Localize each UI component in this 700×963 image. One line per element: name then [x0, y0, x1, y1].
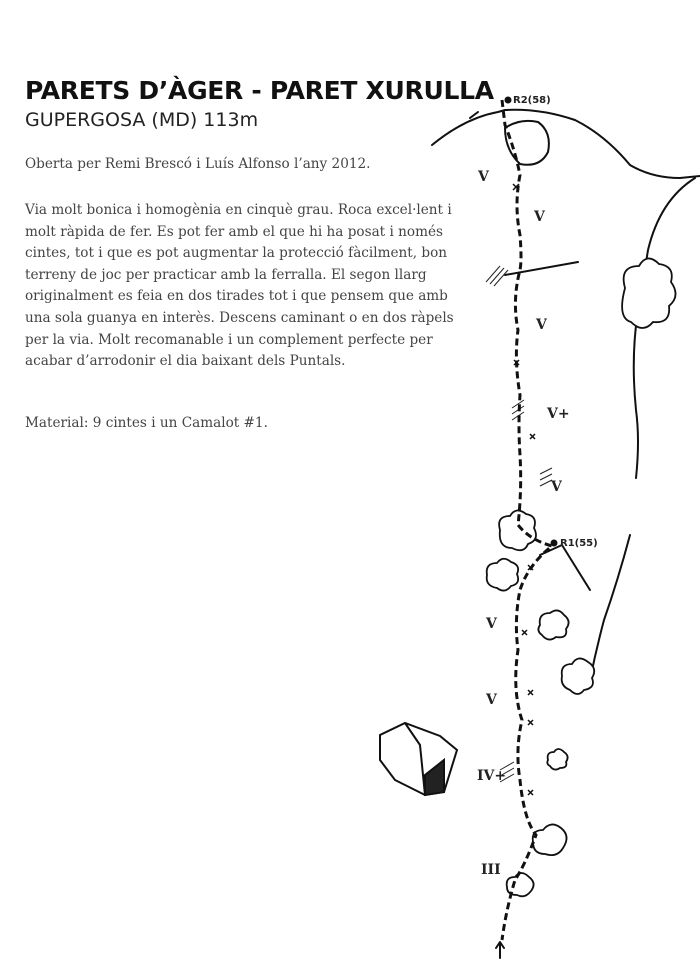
bush	[533, 824, 567, 855]
opened-by-text: Oberta per Remi Brescó i Luís Alfonso l’any 2012.	[25, 156, 371, 172]
pitch-grade: V+	[547, 406, 570, 422]
pitch-grade: V	[534, 209, 545, 225]
bolt-marker	[528, 790, 533, 795]
ledge-line	[505, 262, 578, 275]
pitch-grade: IV+	[477, 768, 507, 784]
route-description: Via molt bonica i homogènia en cinquè grau. Roca excel·lent i molt ràpida de fer. Es pot fer amb el que hi ha posat i només cintes, tot i que es pot augmentar la protecció fàcilment, bon terreny de joc per practicar amb la ferralla. El segon llarg originalment es feia en dos tirades tot i que pensem que amb una sola guanya en interès. Descens caminant o en dos ràpels per la via. Molt recomanable i un complement perfecte per acabar d’arrodonir el dia baixant dels Puntals.	[25, 202, 454, 370]
bolt-marker	[528, 690, 533, 695]
bush	[487, 559, 518, 591]
pitch-grade: V	[478, 169, 489, 185]
hatch-mark	[486, 266, 508, 286]
anchor-label: R1(55)	[560, 538, 598, 549]
bush	[622, 258, 675, 328]
pitch-grade: III	[481, 862, 501, 878]
pitch-grade: V	[536, 317, 547, 333]
bolt-marker	[522, 630, 527, 635]
boulder	[380, 723, 457, 795]
pitch-grade: V	[551, 479, 562, 495]
anchor-point	[551, 540, 558, 547]
anchor-label: R2(58)	[513, 95, 551, 106]
bolt-marker	[528, 720, 533, 725]
bolt-marker	[530, 434, 535, 439]
route-title: PARETS D’ÀGER - PARET XURULLA	[25, 76, 494, 105]
summit-ridge-line	[432, 110, 700, 178]
wall-edge-line	[590, 535, 630, 680]
pitch-grade: V	[486, 692, 497, 708]
ledge-line	[540, 545, 590, 590]
start-arrow-icon	[496, 942, 504, 958]
bush	[562, 658, 595, 694]
pitch-grade: V	[486, 616, 497, 632]
bush	[538, 610, 568, 639]
material-text: Material: 9 cintes i un Camalot #1.	[25, 415, 268, 431]
anchor-point	[505, 97, 512, 104]
route-subtitle: GUPERGOSA (MD) 113m	[25, 109, 259, 131]
bush	[547, 749, 567, 770]
